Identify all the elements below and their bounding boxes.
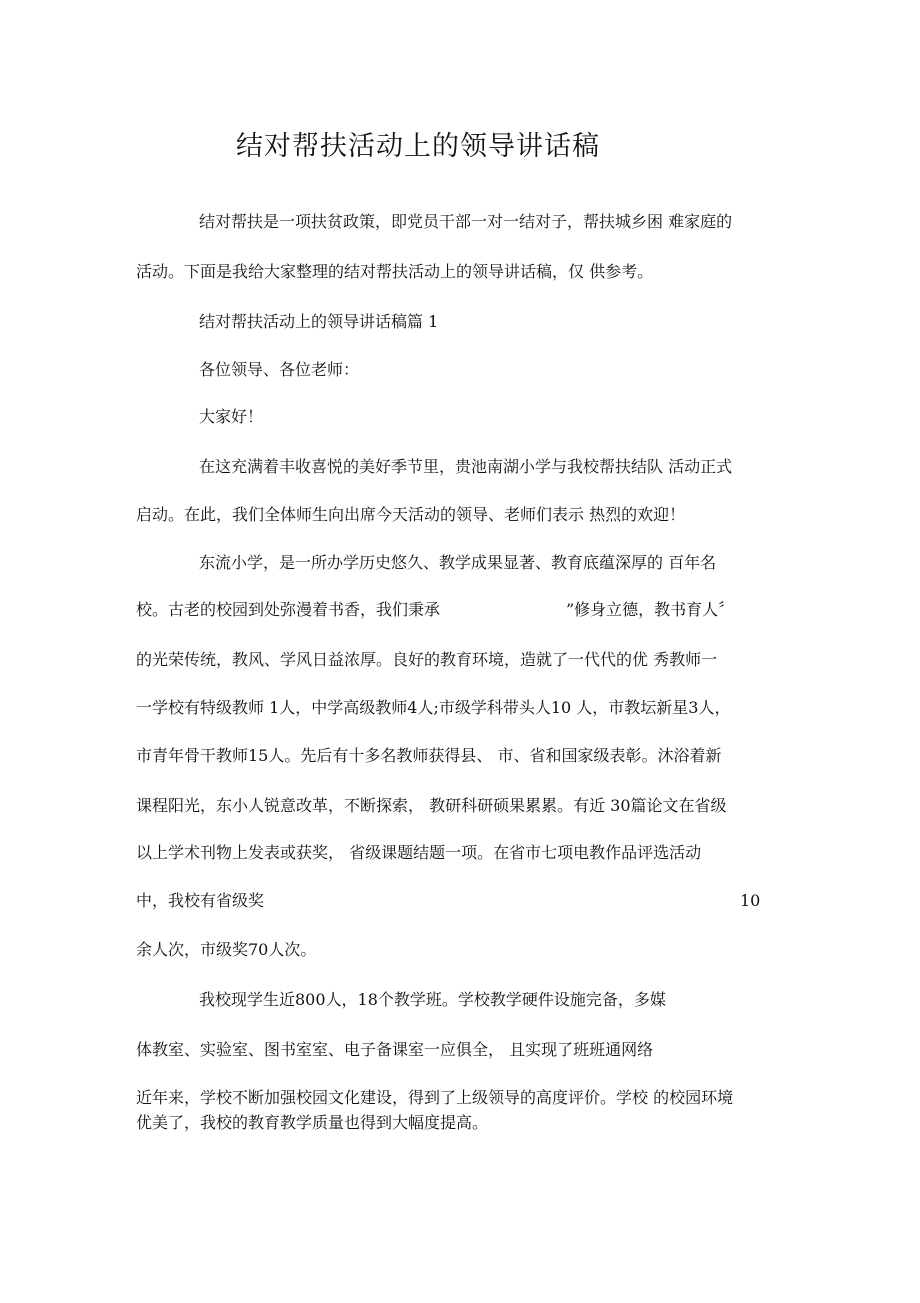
paragraph-line: 活动。下面是我给大家整理的结对帮扶活动上的领导讲话稿，仅 供参考。	[136, 262, 654, 281]
section-heading: 结对帮扶活动上的领导讲话稿篇 1	[199, 312, 439, 331]
salutation: 各位领导、各位老师：	[199, 360, 360, 379]
paragraph-line: 中，我校有省级奖	[136, 891, 265, 910]
paragraph-line: 结对帮扶是一项扶贫政策，即党员干部一对一结对子，帮扶城乡困 难家庭的	[199, 212, 733, 231]
paragraph-line: 以上学术刊物上发表或获奖， 省级课题结题一项。在省市七项电教作品评选活动	[136, 843, 702, 862]
paragraph-line: 市青年骨干教师15人。先后有十多名教师获得县、 市、省和国家级表彰。沐浴着新	[136, 746, 722, 765]
paragraph-line: 启动。在此，我们全体师生向出席今天活动的领导、老师们表示 热烈的欢迎！	[136, 505, 686, 524]
award-count: 10	[740, 891, 761, 910]
greeting: 大家好！	[199, 407, 264, 426]
paragraph-line: 校。古老的校园到处弥漫着书香，我们秉承	[136, 600, 441, 619]
paragraph-line: 优美了，我校的教育教学质量也得到大幅度提高。	[136, 1113, 489, 1132]
paragraph-line: 一学校有特级教师 1人，中学高级教师4人;市级学科带头人10 人，市教坛新星3人，	[136, 698, 731, 717]
paragraph-line: 体教室、实验室、图书室室、电子备课室一应俱全， 且实现了班班通网络	[136, 1040, 654, 1059]
paragraph-line: 余人次，市级奖70人次。	[136, 940, 317, 959]
paragraph-line: 东流小学，是一所办学历史悠久、教学成果显著、教育底蕴深厚的 百年名	[199, 553, 717, 572]
document-title: 结对帮扶活动上的领导讲话稿	[236, 131, 600, 162]
paragraph-line: 课程阳光，东小人锐意改革，不断探索， 教研科研硕果累累。有近 30篇论文在省级	[136, 796, 727, 815]
motto-quote: ”修身立德，教书育人〞	[566, 600, 735, 619]
paragraph-line: 的光荣传统，教风、学风日益浓厚。良好的教育环境，造就了一代代的优 秀教师一	[136, 650, 718, 669]
paragraph-line: 在这充满着丰收喜悦的美好季节里，贵池南湖小学与我校帮扶结队 活动正式	[199, 457, 733, 476]
paragraph-line: 我校现学生近800人，18个教学班。学校教学硬件设施完备，多媒	[199, 990, 666, 1009]
paragraph-line: 近年来，学校不断加强校园文化建设，得到了上级领导的高度评价。学校 的校园环境	[136, 1088, 734, 1107]
